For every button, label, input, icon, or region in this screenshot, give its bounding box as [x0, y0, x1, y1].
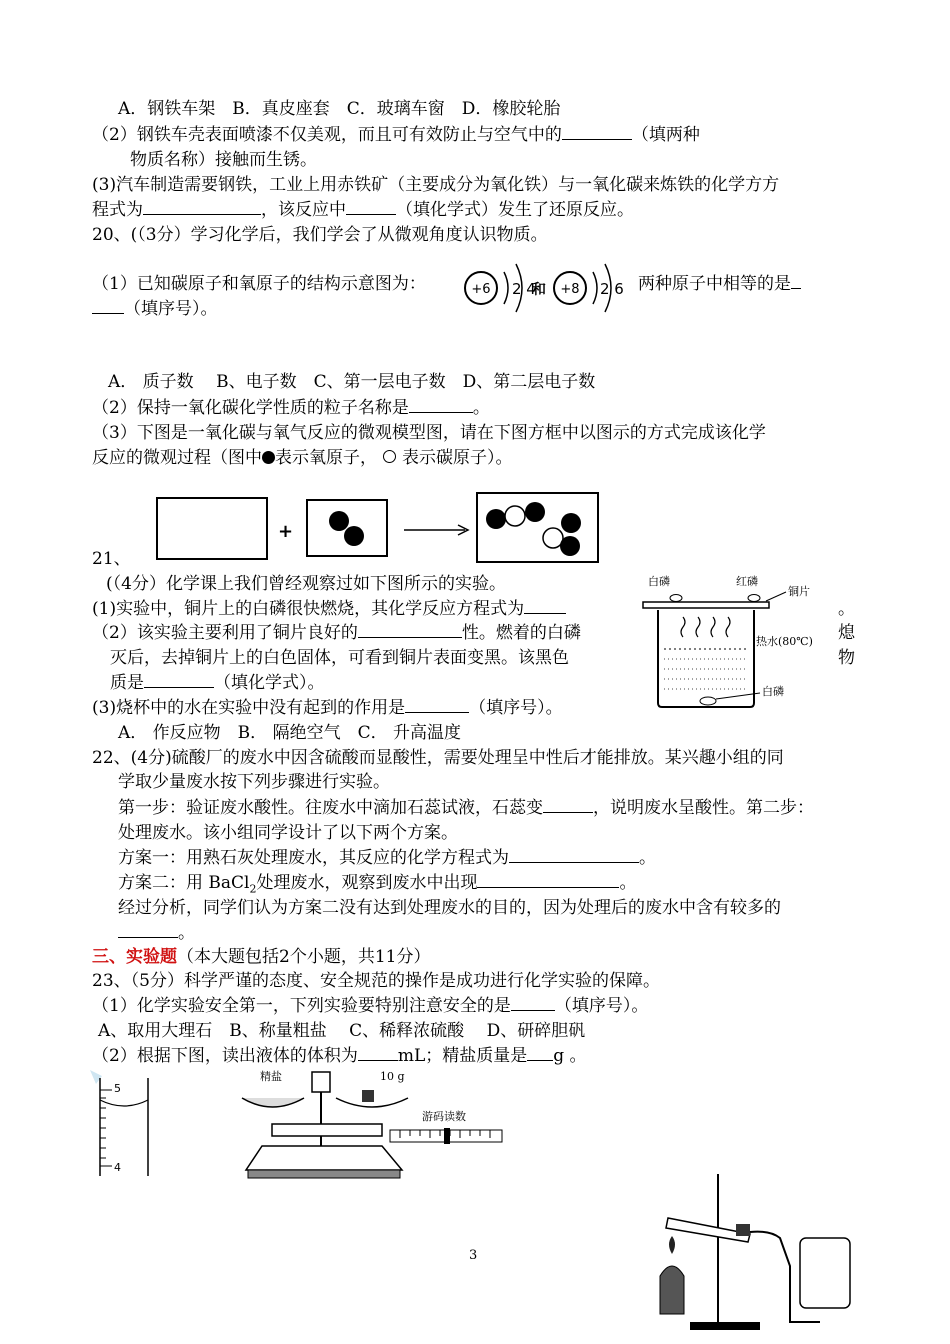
q20-2-line: （2）保持一氧化碳化学性质的粒子名称是 。 [92, 398, 490, 418]
copper-sheet [643, 602, 769, 608]
q21-2-cont: 灭后，去掉铜片上的白色固体，可看到铜片表面变黑。该黑色 [110, 648, 569, 668]
section-3-heading: 三、实验题（本大题包括2个小题，共11分） [92, 947, 431, 967]
q19-1-options: A．钢铁车架 B．真皮座套 C．玻璃车窗 D．橡胶轮胎 [118, 99, 561, 119]
and-label: 和 [532, 282, 546, 298]
q21-2-cont2: 质是 （填化学式）。 [110, 673, 325, 693]
white-phosphorus-label: 白磷 [648, 575, 670, 588]
q20-1-line: （1）已知碳原子和氧原子的结构示意图为： [92, 274, 426, 294]
base-plate [248, 1170, 400, 1178]
q22-step1: 第一步：验证废水酸性。往废水中滴加石蕊试液，石蕊变 ，说明废水呈酸性。第二步： [118, 798, 814, 818]
q19-2-line: （2）钢铁车壳表面喷漆不仅美观，而且可有效防止与空气中的 （填两种 [92, 125, 700, 145]
pointer-head [312, 1072, 330, 1092]
reactant-empty-box[interactable] [157, 498, 267, 559]
blank[interactable] [409, 397, 473, 413]
oxygen-atom [344, 526, 364, 546]
blank[interactable] [543, 797, 593, 813]
carbon-atom [505, 506, 525, 526]
white-phosphorus-on-copper [670, 595, 682, 602]
q21-3-options: A． 作反应物 B． 隔绝空气 C． 升高温度 [118, 723, 461, 743]
beaker-phosphorus-diagram [628, 565, 838, 715]
oxygen-nucleus-label: +8 [560, 282, 580, 297]
q20-3-line: （3）下图是一氧化碳与氧气反应的微观模型图，请在下图方框中以图示的方式完成该化学 [92, 423, 766, 443]
q21-1-end: 。 [838, 599, 855, 619]
oxygen-atom [560, 536, 580, 556]
blank[interactable] [118, 922, 178, 938]
q21-number: 21、 [92, 549, 131, 569]
q21-1-line: (1)实验中，铜片上的白磷很快燃烧，其化学反应方程式为 [92, 598, 566, 620]
copper-pointer [766, 592, 786, 601]
q20-1-options: A． 质子数 B、电子数 C、第一层电子数 D、第二层电子数 [108, 372, 596, 392]
q22-analysis-cont: 。 [118, 922, 195, 944]
q20-3-cont: 反应的微观过程（图中 表示氧原子， 表示碳原子）。 [92, 448, 513, 468]
q22-cont: 学取少量废水按下列步骤进行实验。 [118, 772, 390, 792]
carbon-atom [543, 528, 563, 548]
q21-title: (（4分）化学课上我们曾经观察过如下图所示的实验。 [106, 574, 506, 594]
water-stipple [664, 649, 748, 701]
page-number: 3 [469, 1248, 478, 1263]
rider-reading-label: 游码读数 [422, 1110, 466, 1123]
weight-10g-label: 10 g [380, 1070, 405, 1083]
q20-1-cont: （填序号）。 [92, 298, 218, 320]
q23-1-line: （1）化学实验安全第一，下列实验要特别注意安全的是 （填序号）。 [92, 996, 649, 1016]
co-oxygen-reaction-diagram [150, 490, 605, 570]
blank[interactable] [527, 1045, 553, 1061]
blank[interactable] [791, 273, 801, 289]
flame [669, 1236, 675, 1254]
gas-bottle [800, 1238, 850, 1308]
q22-step2: 处理废水。该小组同学设计了以下两个方案。 [118, 823, 458, 843]
clamp [736, 1224, 750, 1236]
q20-title: 20、(（3分）学习化学后，我们学会了从微观角度认识物质。 [92, 225, 548, 245]
scale-5: 5 [114, 1082, 121, 1095]
alcohol-lamp [660, 1266, 684, 1314]
blank[interactable] [358, 1045, 398, 1061]
q21-3-line: (3)烧杯中的水在实验中没有起到的作用是 （填序号）。 [92, 698, 563, 718]
q20-1-end: 两种原子中相等的是 [638, 273, 801, 295]
oxygen-atom-icon [262, 451, 275, 464]
carbon-nucleus-label: +6 [471, 282, 491, 297]
q22-plan2: 方案二：用 BaCl$_2$处理废水，观察到废水中出现 。 [118, 873, 637, 896]
q22-analysis: 经过分析，同学们认为方案二没有达到处理废水的目的，因为处理后的废水中含有较多的 [118, 898, 781, 918]
q21-2-end: 熄 [838, 623, 855, 643]
balance-base [246, 1146, 402, 1170]
rider [444, 1128, 450, 1144]
blank[interactable] [405, 697, 469, 713]
weight-block [362, 1090, 374, 1102]
beam [272, 1124, 382, 1136]
blank[interactable] [346, 199, 396, 215]
atom-structure-diagram [458, 258, 628, 320]
q19-3-cont: 程式为 ，该反应中 （填化学式）发生了还原反应。 [92, 200, 634, 220]
q19-3-line: (3)汽车制造需要钢铁，工业上用赤铁矿（主要成分为氧化铁）与一氧化碳来炼铁的化学方方 [92, 175, 780, 195]
q22-title: 22、(4分)硫酸厂的废水中因含硫酸而显酸性，需要处理呈中性后才能排放。某兴趣小组的同 [92, 748, 784, 768]
gas-apparatus-diagram [650, 1166, 865, 1336]
blank[interactable] [143, 199, 261, 215]
blank[interactable] [358, 622, 462, 638]
left-pan [242, 1098, 304, 1107]
hot-water-label: 热水(80℃) [756, 635, 813, 648]
red-phosphorus-label: 红磷 [736, 575, 758, 588]
oxygen-shell-electrons: 2 6 [600, 280, 624, 298]
q23-2-line: （2）根据下图，读出液体的体积为 mL；精盐质量是 g 。 [92, 1046, 587, 1066]
blank[interactable] [509, 847, 639, 863]
white-phosphorus-in-water [700, 697, 716, 705]
oxygen-atom [525, 502, 545, 522]
blank[interactable] [477, 872, 619, 888]
q23-1-options: A、取用大理石 B、称量粗盐 C、稀释浓硫酸 D、研碎胆矾 [98, 1021, 586, 1041]
red-phosphorus-on-copper [748, 595, 760, 602]
blank[interactable] [144, 672, 214, 688]
oxygen-shell-1 [593, 272, 597, 304]
q21-2-line: （2）该实验主要利用了铜片良好的 性。燃着的白磷 [92, 623, 581, 643]
scale-4: 4 [114, 1161, 121, 1174]
copper-sheet-label: 铜片 [788, 585, 810, 598]
carbon-atom-icon [383, 450, 396, 463]
q22-plan1: 方案一：用熟石灰处理废水，其反应的化学方程式为 。 [118, 848, 656, 868]
oxygen-atom [486, 509, 506, 529]
oxygen-atom [329, 511, 349, 531]
steam-lines [681, 617, 730, 637]
fine-salt-label: 精盐 [260, 1070, 282, 1083]
blank[interactable] [524, 598, 566, 614]
stand-base [690, 1322, 760, 1330]
blank[interactable] [562, 124, 632, 140]
white-phosphorus-bottom-label: 白磷 [762, 685, 784, 698]
carbon-shell-1 [504, 272, 508, 304]
q19-2-cont: 物质名称）接触而生锈。 [130, 150, 317, 170]
balance-scale-diagram [232, 1066, 508, 1196]
blank[interactable] [511, 995, 555, 1011]
blank[interactable] [92, 298, 124, 314]
graduated-cylinder-diagram [88, 1068, 158, 1178]
q21-2-cont-end: 物 [838, 648, 855, 668]
oxygen-atom [561, 513, 581, 533]
oxygen-molecule-box [307, 500, 387, 556]
q23-title: 23、（5分）科学严谨的态度、安全规范的操作是成功进行化学实验的保障。 [92, 971, 660, 991]
carbon-shell-electrons: 2 4 [512, 280, 536, 298]
plus-sign: + [278, 521, 294, 542]
